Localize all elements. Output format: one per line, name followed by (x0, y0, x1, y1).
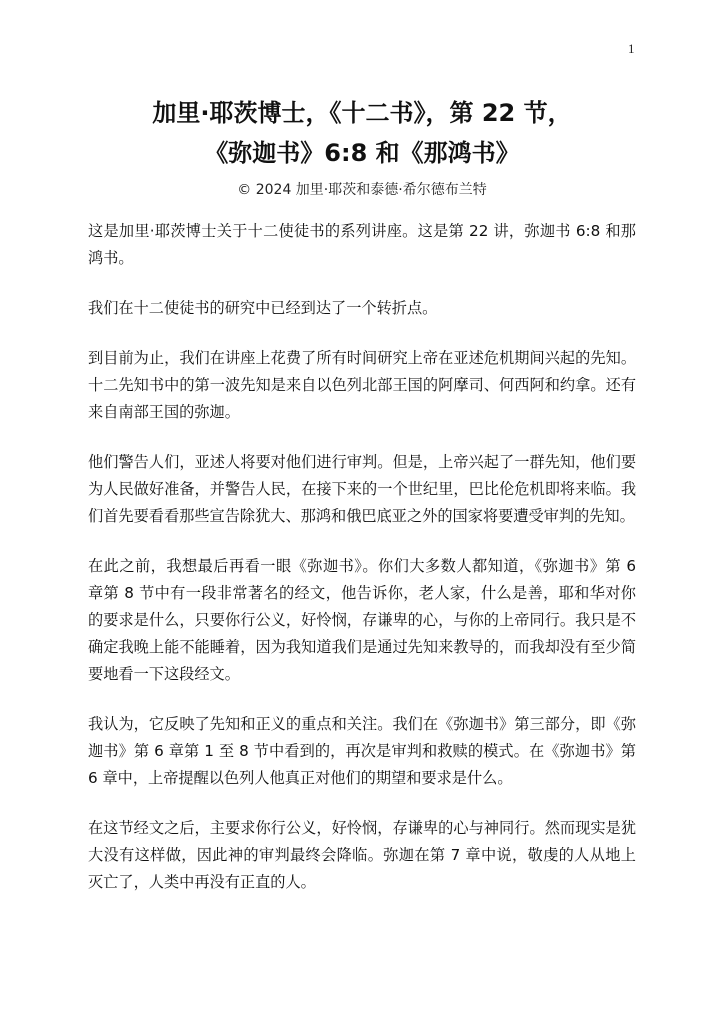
paragraph-assyrian-crisis: 到目前为止，我们在讲座上花费了所有时间研究上帝在亚述危机期间兴起的先知。十二先知书中的第一波先知是来自以色列北部王国的阿摩司、何西阿和约拿。还有来自南部王国的弥迦。 (88, 349, 636, 421)
paragraph-warning: 他们警告人们，亚述人将要对他们进行审判。但是，上帝兴起了一群先知，他们要为人民做好准备，并警告人民，在接下来的一个世纪里，巴比伦危机即将来临。我们首先要看看那些宣告除犹大、那鸿和俄巴底亚之外的国家将要遭受审判的先知。 (88, 453, 636, 525)
paragraph-judgment: 在这节经文之后，主要求你行公义，好怜悯，存谦卑的心与神同行。然而现实是犹大没有这样做，因此神的审判最终会降临。弥迦在第 7 章中说，敬虔的人从地上灭亡了，人类中再没有正直的人。 (88, 819, 636, 891)
document-title-line-1: 加里·耶茨博士，《十二书》，第 22 节， (152, 99, 572, 127)
document-title-line-2: 《弥迦书》6:8 和《那鸿书》 (204, 139, 520, 167)
document-body (88, 218, 636, 919)
copyright-notice: © 2024 加里·耶茨和泰德·希尔德布兰特 (237, 182, 487, 198)
page-number: 1 (628, 41, 635, 56)
paragraph-micah-6-8: 在此之前，我想最后再看一眼《弥迦书》。你们大多数人都知道，《弥迦书》第 6 章第 8 节中有一段非常著名的经文，他告诉你，老人家，什么是善，耶和华对你的要求是什么，只要你行公义，好怜悯，存谦卑的心，与你的上帝同行。我只是不确定我晚上能不能睡着，因为我知道我们是通过先知来教导的，而我却没有至少简要地看一下这段经文。 (88, 557, 636, 683)
document-header (0, 93, 724, 201)
paragraph-intro: 这是加里·耶茨博士关于十二使徒书的系列讲座。这是第 22 讲，弥迦书 6:8 和那鸿书。 (88, 222, 636, 267)
paragraph-turning-point: 我们在十二使徒书的研究中已经到达了一个转折点。 (88, 299, 438, 317)
paragraph-justice-focus: 我认为，它反映了先知和正义的重点和关注。我们在《弥迦书》第三部分，即《弥迦书》第 6 章第 1 至 8 节中看到的，再次是审判和救赎的模式。在《弥迦书》第 6 章中，上帝提醒以色列人他真正对他们的期望和要求是什么。 (88, 715, 636, 787)
